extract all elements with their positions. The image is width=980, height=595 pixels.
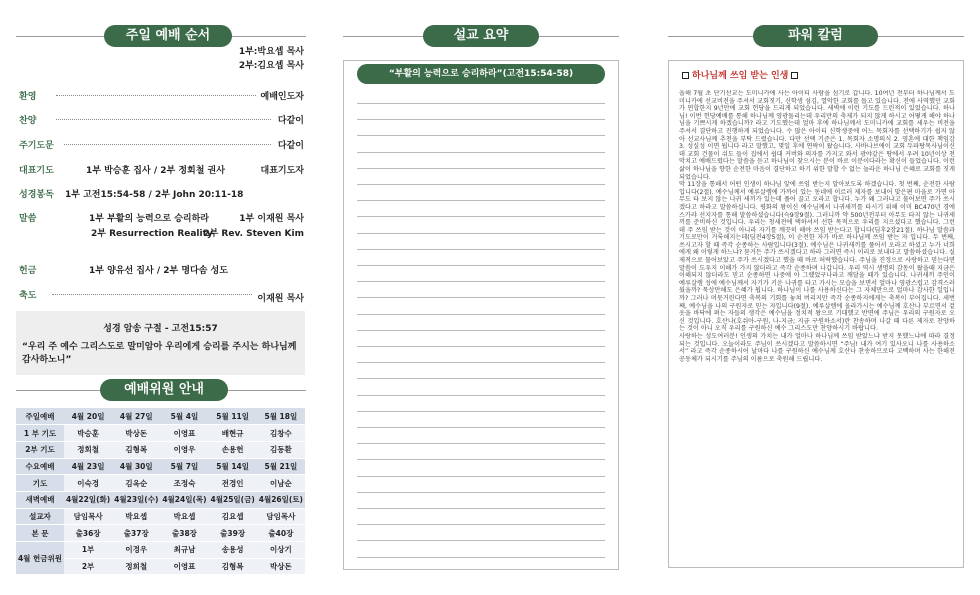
item-label-praise: 찬양 [19, 116, 37, 126]
table-cell: 박상돈 [257, 558, 305, 575]
table-row [16, 408, 305, 425]
table-row [16, 475, 305, 492]
sermon-notes-box [343, 60, 619, 570]
item-label-offering: 헌금 [19, 266, 37, 276]
table-cell: 주일예배 [16, 408, 64, 425]
note-line [357, 314, 605, 315]
table-cell: 출39장 [209, 525, 257, 542]
note-line [357, 459, 605, 460]
table-cell: 최규남 [160, 542, 208, 559]
note-line [357, 152, 605, 153]
memory-verse-box [16, 311, 305, 375]
table-cell: 1부 [64, 542, 112, 559]
power-column-title: 파워 칼럼 [753, 25, 878, 47]
note-line [357, 557, 605, 558]
worship-order-title: 주일 예배 순서 [104, 25, 232, 47]
note-line [357, 492, 605, 493]
note-line [357, 443, 605, 444]
table-cell: 김형복 [112, 441, 160, 458]
table-cell: 이영표 [160, 558, 208, 575]
table-cell: 김요셉 [209, 508, 257, 525]
note-line [357, 281, 605, 282]
table-cell: 김옥순 [112, 475, 160, 492]
item-mid-rep-prayer: 1부 박승훈 집사 / 2부 정회철 권사 [86, 166, 225, 176]
dotted-leader [64, 144, 271, 145]
table-cell: 5월 11일 [209, 408, 257, 425]
table-cell: 4월 30일 [112, 458, 160, 475]
table-cell: 4월23일(수) [112, 491, 160, 508]
item-mid-scripture: 1부 고전15:54-58 / 2부 John 20:11-18 [65, 190, 244, 200]
item-mid-sermon-2: 2부 Resurrection Reality [91, 229, 213, 239]
column-paragraph-1: 올해 7월 초 단기선교는 도미니카에 사는 아이티 사람을 섬기로 갑니다. 10여년 전부터 하나님께서 도미니카에 선교비전을 주셔서 교회짓기, 신학생 섬김, 열악한 교회를 돕고 있습니다. 전에 사역했던 교회가 연합한지 9년만에 교회 헌당을 드리게 되었습니다. 새벽에 이런 기도를 드린적이 있었습니다. 하나님! 이번 헌당예배를 통해 하나님께 영광돌리는데 우리만의 축제가 되지 않게 하시고 어떻게 해야 하나님을 기쁘시게 하겠습니까? 라고 기도했는데 얼마 후에 하나님께서 도미니카에 교회를 세우는 비전을 주셔서 결단하고 진행하게 되었습니다. 수 많은 아이티 신학생중에 어느 목회자를 선택하기가 쉽지 않아 선교사님께 추천을 부탁 드렸습니다. 다만 선택 기준은 1. 목회자 소명의식 2. 영혼에 대한 책임감 3. 성실성 이면 됩니다 라고 말했고, 몇일 후에 연락이 왔습니다. 사바나브에이 교회 두파탕목사님이신데 교회 건물이 쉬도 들이 집에서 쉽대 커버와 의자를 가지고 와서 광야같은 땅에서 우려 10년이상 천막치고 예배드렸다는 말씀을 듣고 하나님이 찾으시는 분이 바로 이분이다라는 확신이 들었습니다. 이런 삶이 하나님을 향한 순전한 마음이 결단하고 하기 위한 말할 수 없는 놀라운 하나님 은혜로 교회를 짓게 되었습니다. [679, 90, 955, 181]
table-cell: 4월 23일 [64, 458, 112, 475]
item-right-benediction: 이재원 목사 [257, 294, 304, 304]
column-paragraph-3: 사랑하는 성도여러분! 인생의 가치는 내가 얼마나 하나님께 쓰임 받았느냐 받지 못했느냐에 따라 결정되는 것입니다. 오늘이라도 주님이 쓰시겠다고 말씀하시면 “주님! 내가 여기 있사오니 나를 사용하소서” 라고 즉각 순종하시어 날마다 나를 구원하신 예수님께 호산나 찬송하므로다 고백하며 사는 한해전 공동체가 되시기를 주님의 이름으로 축원해 드립니다. [679, 333, 955, 363]
item-right-sermon-2: 2부 Rev. Steven Kim [203, 229, 304, 239]
table-row [16, 441, 305, 458]
memory-verse-title: 성경 암송 구절 - 고전15:57 [103, 324, 218, 334]
table-cell: 수요예배 [16, 458, 64, 475]
committee-title: 예배위원 안내 [100, 379, 228, 401]
table-cell: 조정숙 [160, 475, 208, 492]
note-line [357, 265, 605, 266]
table-cell: 배현규 [209, 425, 257, 442]
committee-table [16, 408, 305, 575]
table-cell: 담임목사 [257, 508, 305, 525]
note-line [357, 346, 605, 347]
table-cell: 담임목사 [64, 508, 112, 525]
note-line [357, 168, 605, 169]
note-line [357, 119, 605, 120]
note-line [357, 395, 605, 396]
table-cell: 송용성 [209, 542, 257, 559]
item-right-rep-prayer: 대표기도자 [260, 166, 304, 176]
table-cell: 박요셉 [160, 508, 208, 525]
table-cell: 김형복 [209, 558, 257, 575]
table-cell: 5월 18일 [257, 408, 305, 425]
table-row [16, 458, 305, 475]
item-right-lords-prayer: 다같이 [277, 141, 304, 151]
note-line [357, 540, 605, 541]
square-icon [682, 72, 689, 79]
table-cell: 출38장 [160, 525, 208, 542]
table-cell: 4월24일(목) [160, 491, 208, 508]
item-label-lords-prayer: 주기도문 [19, 141, 54, 151]
note-line [357, 216, 605, 217]
item-label-scripture: 성경봉독 [19, 190, 54, 200]
table-cell: 5월 21일 [257, 458, 305, 475]
sermon-summary-panel [343, 0, 633, 595]
column-heading-text: 하나님께 쓰임 받는 인생 [692, 71, 789, 81]
table-cell: 5월 7일 [160, 458, 208, 475]
item-right-sermon-1: 1부 이재원 목사 [239, 214, 304, 224]
table-cell: 1 부 기도 [16, 425, 64, 442]
note-line [357, 411, 605, 412]
note-line [357, 200, 605, 201]
table-cell: 김동환 [257, 441, 305, 458]
table-cell: 기도 [16, 475, 64, 492]
table-cell: 출40장 [257, 525, 305, 542]
note-line [357, 524, 605, 525]
table-cell: 이남순 [257, 475, 305, 492]
dotted-leader [56, 95, 256, 96]
note-line [357, 297, 605, 298]
note-line [357, 378, 605, 379]
worship-order-panel [16, 0, 306, 595]
table-cell: 5월 14일 [209, 458, 257, 475]
table-cell: 김창수 [257, 425, 305, 442]
table-cell: 이숙경 [64, 475, 112, 492]
item-mid-offering: 1부 양유선 집사 / 2부 명다솜 성도 [89, 266, 228, 276]
table-cell: 출36장 [64, 525, 112, 542]
item-label-welcome: 환영 [19, 92, 37, 102]
table-cell: 4월22일(화) [64, 491, 112, 508]
memory-verse-text: “우리 주 예수 그리스도로 말미암아 우리에게 승리를 주시는 하나님께 감사하노니” [22, 342, 297, 365]
table-cell: 정희철 [112, 558, 160, 575]
table-cell: 박승훈 [64, 425, 112, 442]
column-paragraph-2: 막 11장을 통해서 어떤 인생이 하나님 앞에 쓰임 받는지 알아보도록 하겠습니다. 첫 번째, 순전한 사람입니다(2절). 예수님께서 예루살렘에 가까이 있는 동네에 이르러 제자를 보내어 맞은편 마을로 가면 아무도 타 보지 않는 나귀 새끼가 있는데 풀어 끌고 오라고 합니다. 누가 왜 그러냐고 물어보면 주가 쓰시겠다고 하라고 말씀하십니다. 평화의 왕이신 예수님께서 나귀새끼를 타시기 위해 이미 BC470년 경에 스가랴 선지자를 통해 말씀하셨습니다(슥9장9절). 그러니까 약 500년전부터 아무도 타지 않는 나귀새끼를 준비하신 것입니다. 우리는 청세전에 택하셔서 선한 목적으로 우리를 지으셨다고 했습니다. 그런데 주 쓰임 받는 것이 아니라 자기를 깨끗히 해야 쓰임 받는다고 합니다(딤후2장21절). 하나님 말씀과 기도로만이 거룩해지는데(딤전4장5절), 이 순전한 자가 바로 하나님께 쓰임 받는 자 입니다. 두 번째, 쓰시고자 할 때 즉각 순종하는 사람입니다(3절). 예수님은 나귀새끼를 풀어서 오라고 하셨고 누가 너희에게 왜 이렇게 하느냐? 묻거든 주가 쓰시겠다고 하라 그러면 즉시 이리로 보내다고 말씀하셨습니다. 실제적으로 물어보았고 주가 쓰시겠다고 했을 때 바로 허락했습니다. 주님을 진정으로 사랑하고 믿는다면 말씀이 도우지 이해가 가지 않더라고 즉각 순종하며 나갑니다. 우리 역시 생명의 감동이 왔을때 지금은 이해되지 않더라도 믿고 순종하면 나중에 아 그랬었구나라고 깨달을 때가 있습니다. 나귀새끼 주인이 예루살렘 성에 예수님께서 자기가 키운 나귀를 타고 가시는 모습을 보면서 얼마나 영광스럽고 감격스러웠을까? 묵상만해도 은혜가 됩니다. 하나님이 나를 사용하신다는 그 자체만으로 얼마나 감사한 일입니까? 그러나 머뭇거린다면 축복의 기회를 놓쳐 버리지만 즉각 순종하지에게는 축복이 부어집니다. 세번째, 예수님을 나의 구원자로 믿는 자입니다(9절). 예루살렘에 올라가시는 예수님께 호산나 부르면서 겉옷을 바닥에 펴는 자들의 생각은 예수님을 정치적 왕으로 기대했고 반면에 주님은 우리의 구원자로 오신 것입니다. 호산나(호쉬아-구원, 나-지금; 지금 구원하소서)란 찬송하며 나갈 때 다른 제자로 찬양하는 것이 아니 오직 우리를 구원하신 예수 그리스도만 찬양하시기 바랍니다. [679, 181, 955, 333]
table-cell: 4월25일(금) [209, 491, 257, 508]
table-cell: 전경인 [209, 475, 257, 492]
table-cell: 4월 27일 [112, 408, 160, 425]
note-line [357, 508, 605, 509]
note-line [357, 362, 605, 363]
note-line [357, 476, 605, 477]
table-cell: 이영표 [160, 425, 208, 442]
dotted-leader [56, 119, 271, 120]
offering-label: 4월 헌금위원 [16, 542, 64, 575]
item-label-benediction: 축도 [19, 291, 37, 301]
preacher-2: 2부:김요셉 목사 [238, 61, 304, 71]
table-cell: 2부 기도 [16, 441, 64, 458]
note-line [357, 103, 605, 104]
note-line [357, 427, 605, 428]
table-cell: 본 문 [16, 525, 64, 542]
table-row [16, 542, 305, 559]
table-cell: 4월 20일 [64, 408, 112, 425]
table-cell: 2부 [64, 558, 112, 575]
table-cell: 박상돈 [112, 425, 160, 442]
preacher-1: 1부:박요셉 목사 [238, 47, 304, 57]
sermon-summary-title: 설교 요약 [423, 25, 539, 47]
table-cell: 출37장 [112, 525, 160, 542]
note-line [357, 184, 605, 185]
item-label-sermon: 말씀 [19, 214, 37, 224]
table-row [16, 425, 305, 442]
table-cell: 이영우 [160, 441, 208, 458]
table-cell: 손용헌 [209, 441, 257, 458]
table-cell: 이상기 [257, 542, 305, 559]
power-column-panel [668, 0, 964, 595]
table-cell: 5월 4일 [160, 408, 208, 425]
table-row [16, 525, 305, 542]
table-cell: 설교자 [16, 508, 64, 525]
table-cell: 정회철 [64, 441, 112, 458]
note-line [357, 233, 605, 234]
table-cell: 이경우 [112, 542, 160, 559]
column-body [679, 90, 955, 560]
item-mid-sermon-1: 1부 부활의 능력으로 승리하라 [89, 214, 209, 224]
item-right-welcome: 예배인도자 [260, 92, 304, 102]
square-icon [791, 72, 798, 79]
table-cell: 박요셉 [112, 508, 160, 525]
note-line [357, 249, 605, 250]
dotted-leader [52, 294, 252, 295]
item-right-praise: 다같이 [277, 116, 304, 126]
table-row [16, 491, 305, 508]
sermon-subtitle: “부활의 능력으로 승리하라”(고전15:54-58) [357, 64, 605, 84]
table-cell: 새벽예배 [16, 491, 64, 508]
item-label-rep-prayer: 대표기도 [19, 166, 54, 176]
table-row [16, 508, 305, 525]
note-line [357, 135, 605, 136]
column-heading [679, 68, 801, 81]
note-line [357, 330, 605, 331]
table-cell: 4월26일(토) [257, 491, 305, 508]
